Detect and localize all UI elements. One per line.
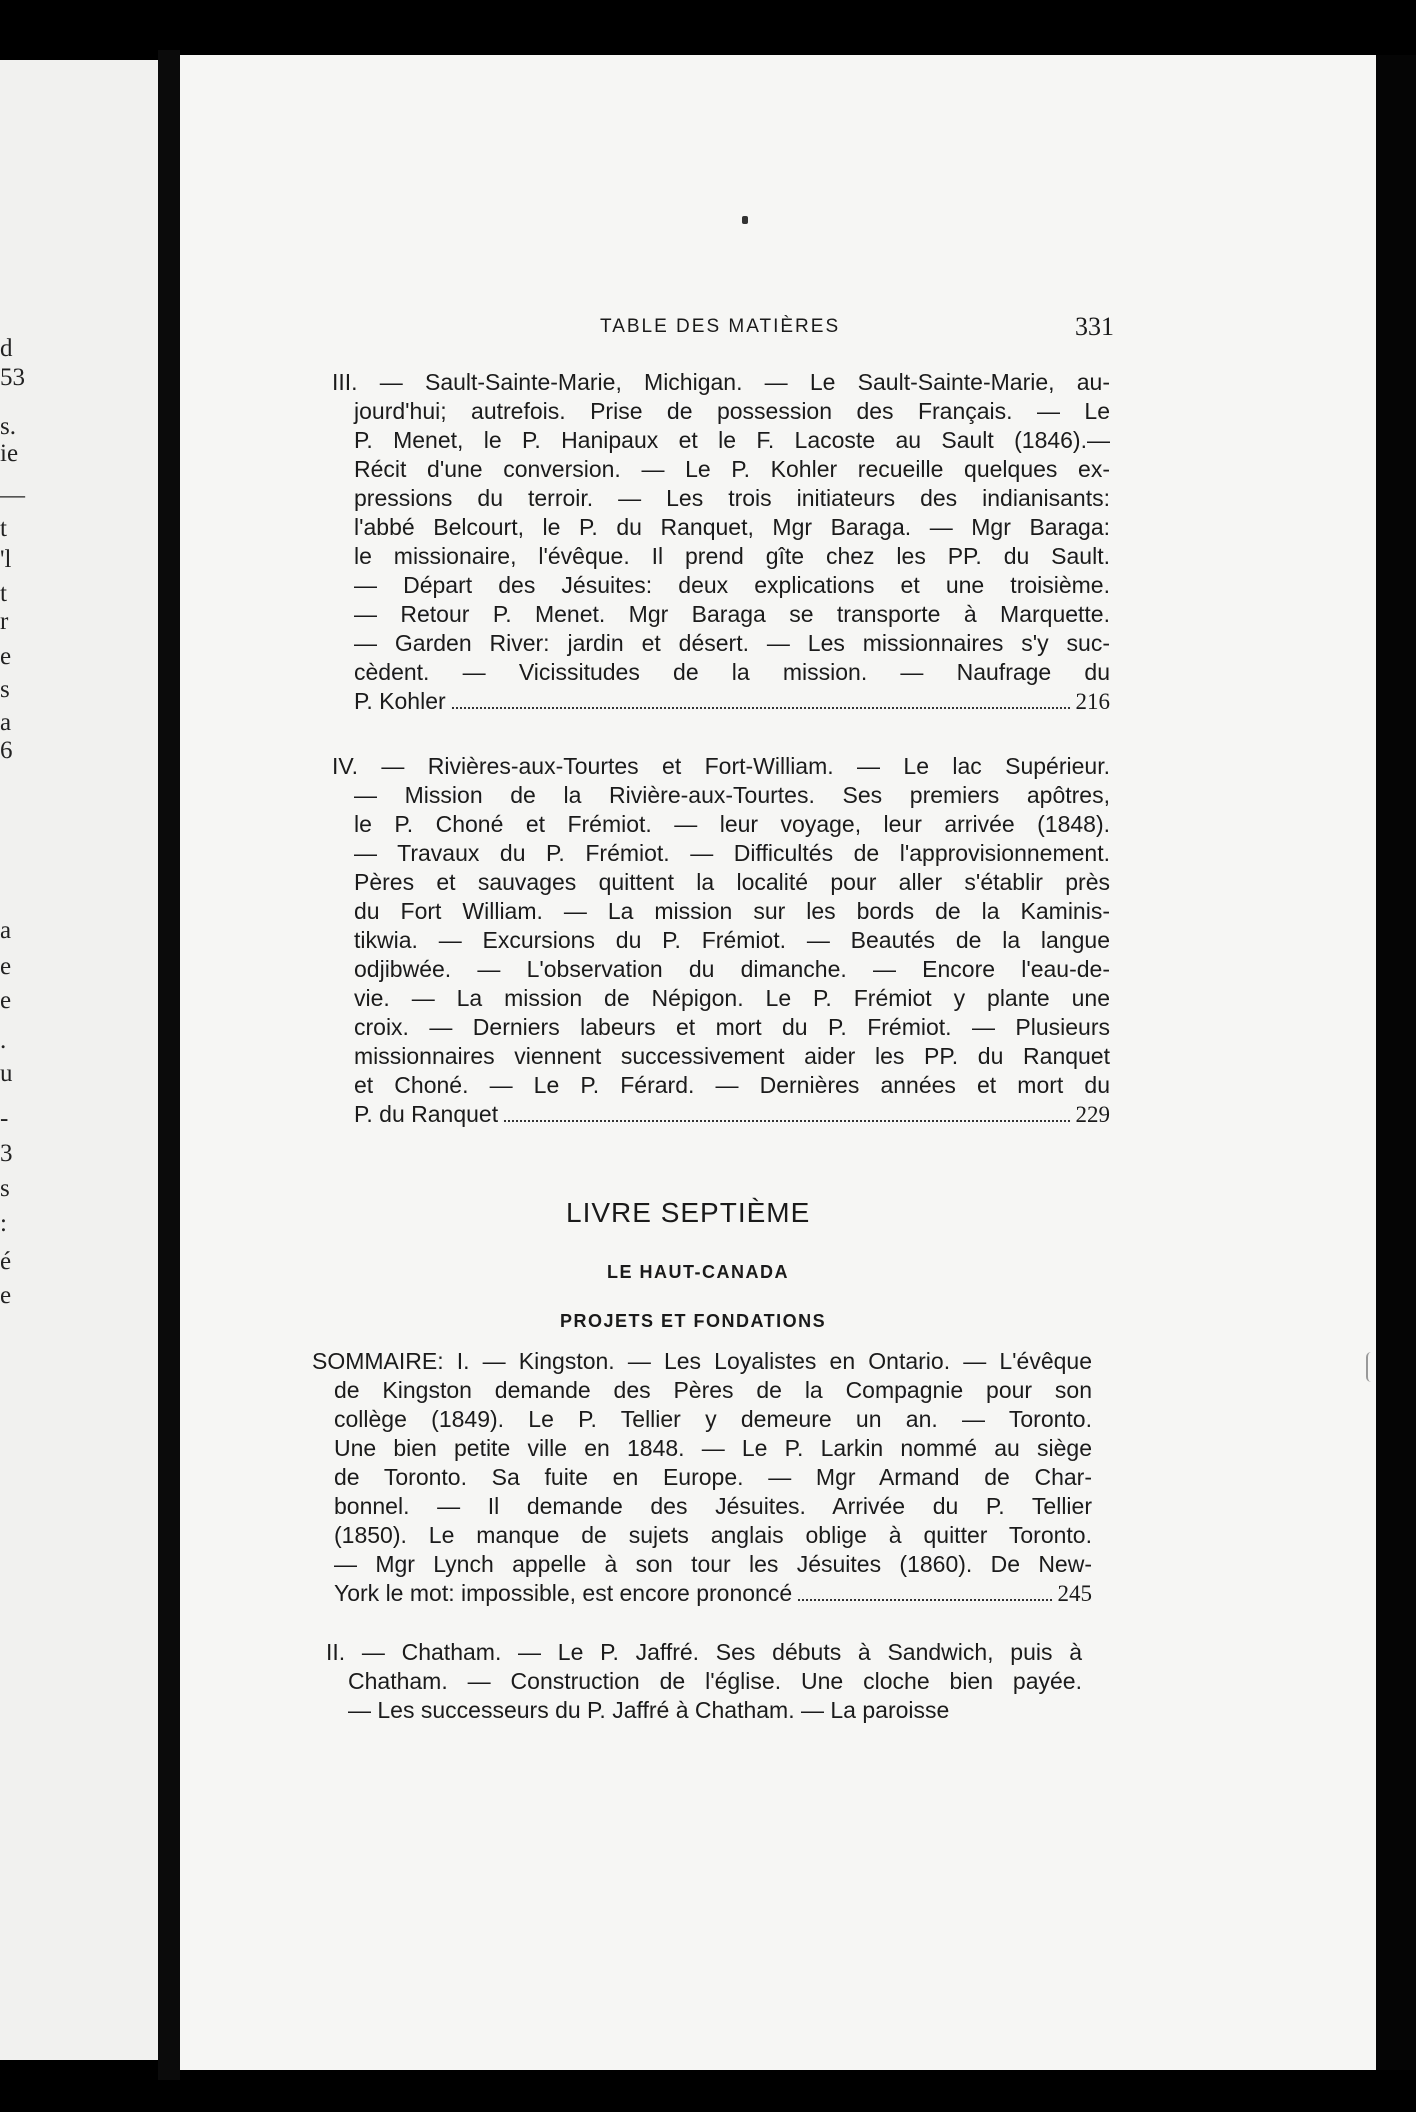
toc-line: croix. — Derniers labeurs et mort du P. Frémiot. — Plusieurs bbox=[354, 1014, 1110, 1040]
toc-page-number: 229 bbox=[1075, 1102, 1110, 1127]
toc-line: Pères et sauvages quittent la localité pour aller s'établir près bbox=[354, 869, 1110, 895]
left-page-fragment: e bbox=[0, 953, 12, 980]
toc-line: l'abbé Belcourt, le P. du Ranquet, Mgr Baraga. — Mgr Baraga: bbox=[354, 514, 1110, 540]
left-page-fragment: u bbox=[0, 1060, 13, 1087]
left-page-fragment: e bbox=[0, 987, 12, 1014]
toc-page-number: 216 bbox=[1075, 689, 1110, 714]
page-number: 331 bbox=[1075, 312, 1114, 341]
toc-line: missionnaires viennent successivement aider les PP. du Ranquet bbox=[354, 1043, 1110, 1069]
toc-line: vie. — La mission de Népigon. Le P. Frémiot y plante une bbox=[354, 985, 1110, 1011]
toc-line: — Garden River: jardin et désert. — Les missionnaires s'y suc- bbox=[354, 630, 1110, 656]
dot-leader bbox=[798, 1599, 1051, 1601]
left-page-fragment: d bbox=[0, 335, 13, 362]
left-page-fragment: é bbox=[0, 1248, 12, 1275]
toc-line: IV. — Rivières-aux-Tourtes et Fort-William. — Le lac Supérieur. bbox=[332, 753, 1110, 779]
book-gutter bbox=[158, 50, 180, 2080]
toc-last-line-text: York le mot: impossible, est encore prononcé bbox=[334, 1580, 793, 1606]
toc-line: du Fort William. — La mission sur les bords de la Kaminis- bbox=[354, 898, 1110, 924]
left-page-fragment: a bbox=[0, 917, 12, 944]
toc-line: de Kingston demande des Pères de la Compagnie pour son bbox=[334, 1377, 1092, 1403]
left-page-text-fragments bbox=[0, 60, 30, 2060]
left-page-fragment: s bbox=[0, 1175, 10, 1202]
margin-bracket-mark bbox=[1366, 1352, 1376, 1382]
toc-line-with-page bbox=[332, 1100, 1110, 1129]
sommaire-entry bbox=[312, 1347, 1092, 1608]
toc-line: — Départ des Jésuites: deux explications et une troisième. bbox=[354, 572, 1110, 598]
livre-title: LIVRE SEPTIÈME bbox=[566, 1197, 811, 1228]
left-page-fragment: e bbox=[0, 1282, 12, 1309]
right-edge-shadow bbox=[1376, 55, 1416, 2070]
left-page-fragment: e bbox=[0, 643, 12, 670]
toc-entry-II bbox=[326, 1638, 1082, 1725]
left-page-fragment: 53 bbox=[0, 364, 25, 391]
toc-line: jourd'hui; autrefois. Prise de possession des Français. — Le bbox=[354, 398, 1110, 424]
toc-line: bonnel. — Il demande des Jésuites. Arrivée du P. Tellier bbox=[334, 1493, 1092, 1519]
toc-line: III. — Sault-Sainte-Marie, Michigan. — Le Sault-Sainte-Marie, au- bbox=[332, 369, 1110, 395]
toc-line: (1850). Le manque de sujets anglais oblige à quitter Toronto. bbox=[334, 1522, 1092, 1548]
left-page-fragment: . bbox=[0, 1027, 7, 1054]
left-page-fragment: t bbox=[0, 515, 7, 542]
toc-line: Récit d'une conversion. — Le P. Kohler recueille quelques ex- bbox=[354, 456, 1110, 482]
toc-page-number: 245 bbox=[1057, 1581, 1092, 1606]
toc-line: — Les successeurs du P. Jaffré à Chatham. — La paroisse bbox=[348, 1697, 950, 1723]
toc-last-line-text: P. du Ranquet bbox=[354, 1101, 499, 1127]
toc-line: — Travaux du P. Frémiot. — Difficultés de l'approvisionnement. bbox=[354, 840, 1110, 866]
toc-entry-III bbox=[332, 368, 1110, 716]
toc-line: le P. Choné et Frémiot. — leur voyage, leur arrivée (1848). bbox=[354, 811, 1110, 837]
left-page-fragment: 6 bbox=[0, 737, 13, 764]
toc-line: II. — Chatham. — Le P. Jaffré. Ses débuts à Sandwich, puis à bbox=[326, 1639, 1082, 1665]
left-page-fragment: — bbox=[0, 482, 25, 509]
toc-line: Chatham. — Construction de l'église. Une cloche bien payée. bbox=[348, 1668, 1082, 1694]
left-page-fragment: a bbox=[0, 709, 12, 736]
dot-leader bbox=[504, 1120, 1069, 1122]
running-head: TABLE DES MATIÈRES bbox=[600, 316, 841, 337]
dot-leader bbox=[452, 707, 1070, 709]
toc-line: P. Menet, le P. Hanipaux et le F. Lacoste au Sault (1846).— bbox=[354, 427, 1110, 453]
ink-speck bbox=[742, 216, 748, 224]
toc-line: Une bien petite ville en 1848. — Le P. Larkin nommé au siège bbox=[334, 1435, 1092, 1461]
toc-entry-IV bbox=[332, 752, 1110, 1129]
left-page-fragment: s. bbox=[0, 413, 16, 440]
toc-line: collège (1849). Le P. Tellier y demeure un an. — Toronto. bbox=[334, 1406, 1092, 1432]
toc-line-with-page bbox=[312, 1579, 1092, 1608]
left-page-fragment: 3 bbox=[0, 1140, 13, 1167]
section-title: LE HAUT-CANADA bbox=[607, 1262, 789, 1282]
left-page-fragment: 'l bbox=[0, 546, 12, 573]
toc-line: le missionaire, l'évêque. Il prend gîte chez les PP. du Sault. bbox=[354, 543, 1110, 569]
toc-line: — Mgr Lynch appelle à son tour les Jésuites (1860). De New- bbox=[334, 1551, 1092, 1577]
left-page-edge bbox=[0, 60, 158, 2060]
toc-line: et Choné. — Le P. Férard. — Dernières années et mort du bbox=[354, 1072, 1110, 1098]
toc-line: cèdent. — Vicissitudes de la mission. — Naufrage du bbox=[354, 659, 1110, 685]
toc-line-with-page bbox=[332, 687, 1110, 716]
left-page-fragment: s bbox=[0, 676, 10, 703]
toc-line: odjibwée. — L'observation du dimanche. — Encore l'eau-de- bbox=[354, 956, 1110, 982]
toc-line: — Retour P. Menet. Mgr Baraga se transporte à Marquette. bbox=[354, 601, 1110, 627]
left-page-fragment: t bbox=[0, 580, 7, 607]
left-page-fragment: r bbox=[0, 608, 9, 635]
toc-line: — Mission de la Rivière-aux-Tourtes. Ses premiers apôtres, bbox=[354, 782, 1110, 808]
subsection-title: PROJETS ET FONDATIONS bbox=[560, 1311, 827, 1331]
left-page-fragment: ie bbox=[0, 440, 19, 467]
toc-last-line-text: P. Kohler bbox=[354, 688, 446, 714]
toc-line: tikwia. — Excursions du P. Frémiot. — Beautés de la langue bbox=[354, 927, 1110, 953]
toc-line: de Toronto. Sa fuite en Europe. — Mgr Armand de Char- bbox=[334, 1464, 1092, 1490]
left-page-fragment: - bbox=[0, 1105, 9, 1132]
toc-line: pressions du terroir. — Les trois initiateurs des indianisants: bbox=[354, 485, 1110, 511]
toc-line: SOMMAIRE: I. — Kingston. — Les Loyalistes en Ontario. — L'évêque bbox=[312, 1348, 1092, 1374]
left-page-fragment: : bbox=[0, 1210, 7, 1237]
